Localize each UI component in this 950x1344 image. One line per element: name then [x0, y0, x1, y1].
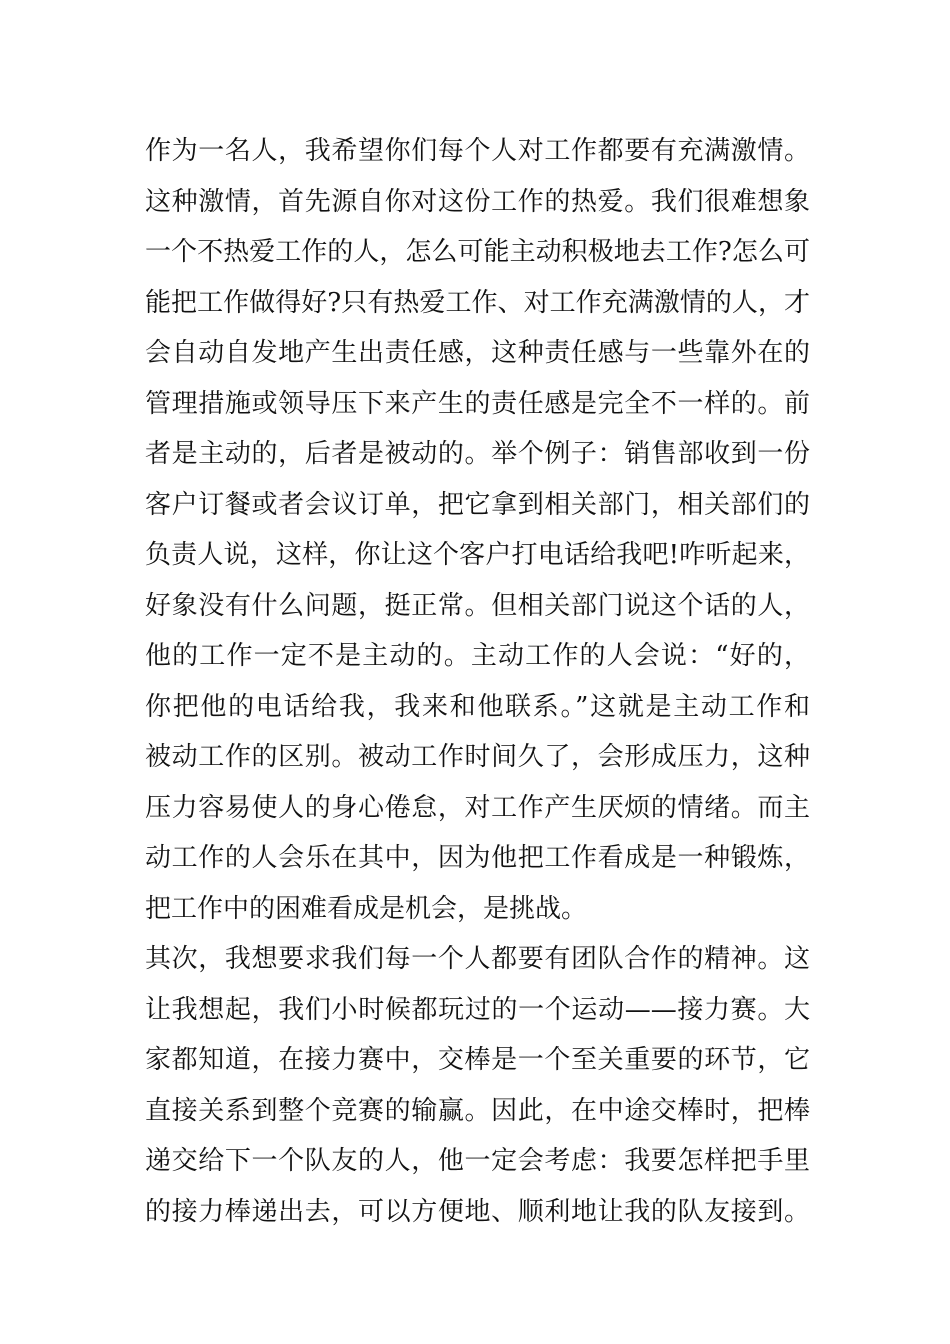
body-text — [145, 126, 810, 1237]
text-line: 其次，我想要求我们每一个人都要有团队合作的精神。这 — [145, 944, 810, 974]
text-line: 压力容易使人的身心倦怠，对工作产生厌烦的情绪。而主 — [145, 792, 810, 823]
text-line: 好象没有什么问题，挺正常。但相关部门说这个话的人， — [145, 590, 810, 621]
text-line: 负责人说，这样，你让这个客户打电话给我吧!咋听起来， — [145, 540, 810, 570]
text-line: 被动工作的区别。被动工作时间久了，会形成压力，这种 — [145, 742, 810, 772]
text-line: 作为一名人，我希望你们每个人对工作都要有充满激情。 — [145, 136, 810, 166]
text-line: 把工作中的困难看成是机会，是挑战。 — [145, 893, 588, 924]
text-line: 会自动自发地产生出责任感，这种责任感与一些靠外在的 — [145, 338, 810, 368]
text-line: 他的工作一定不是主动的。主动工作的人会说：“好的， — [145, 641, 810, 671]
text-line: 家都知道，在接力赛中，交棒是一个至关重要的环节，它 — [145, 1045, 810, 1075]
text-line: 递交给下一个队友的人，他一定会考虑：我要怎样把手里 — [145, 1146, 810, 1176]
text-line: 直接关系到整个竞赛的输赢。因此，在中途交棒时，把棒 — [145, 1095, 810, 1126]
text-line: 让我想起，我们小时候都玩过的一个运动——接力赛。大 — [145, 994, 810, 1025]
text-line: 客户订餐或者会议订单，把它拿到相关部门，相关部们的 — [145, 489, 810, 520]
text-line: 这种激情，首先源自你对这份工作的热爱。我们很难想象 — [145, 186, 810, 217]
text-line: 者是主动的，后者是被动的。举个例子：销售部收到一份 — [145, 439, 810, 469]
text-line: 你把他的电话给我，我来和他联系。”这就是主动工作和 — [145, 691, 810, 722]
text-line: 能把工作做得好?只有热爱工作、对工作充满激情的人，才 — [145, 287, 810, 318]
text-line: 动工作的人会乐在其中，因为他把工作看成是一种锻炼， — [145, 843, 810, 873]
text-line: 的接力棒递出去，可以方便地、顺利地让我的队友接到。 — [145, 1196, 810, 1227]
text-line: 一个不热爱工作的人，怎么可能主动积极地去工作?怎么可 — [145, 237, 810, 267]
text-line: 管理措施或领导压下来产生的责任感是完全不一样的。前 — [145, 388, 810, 419]
